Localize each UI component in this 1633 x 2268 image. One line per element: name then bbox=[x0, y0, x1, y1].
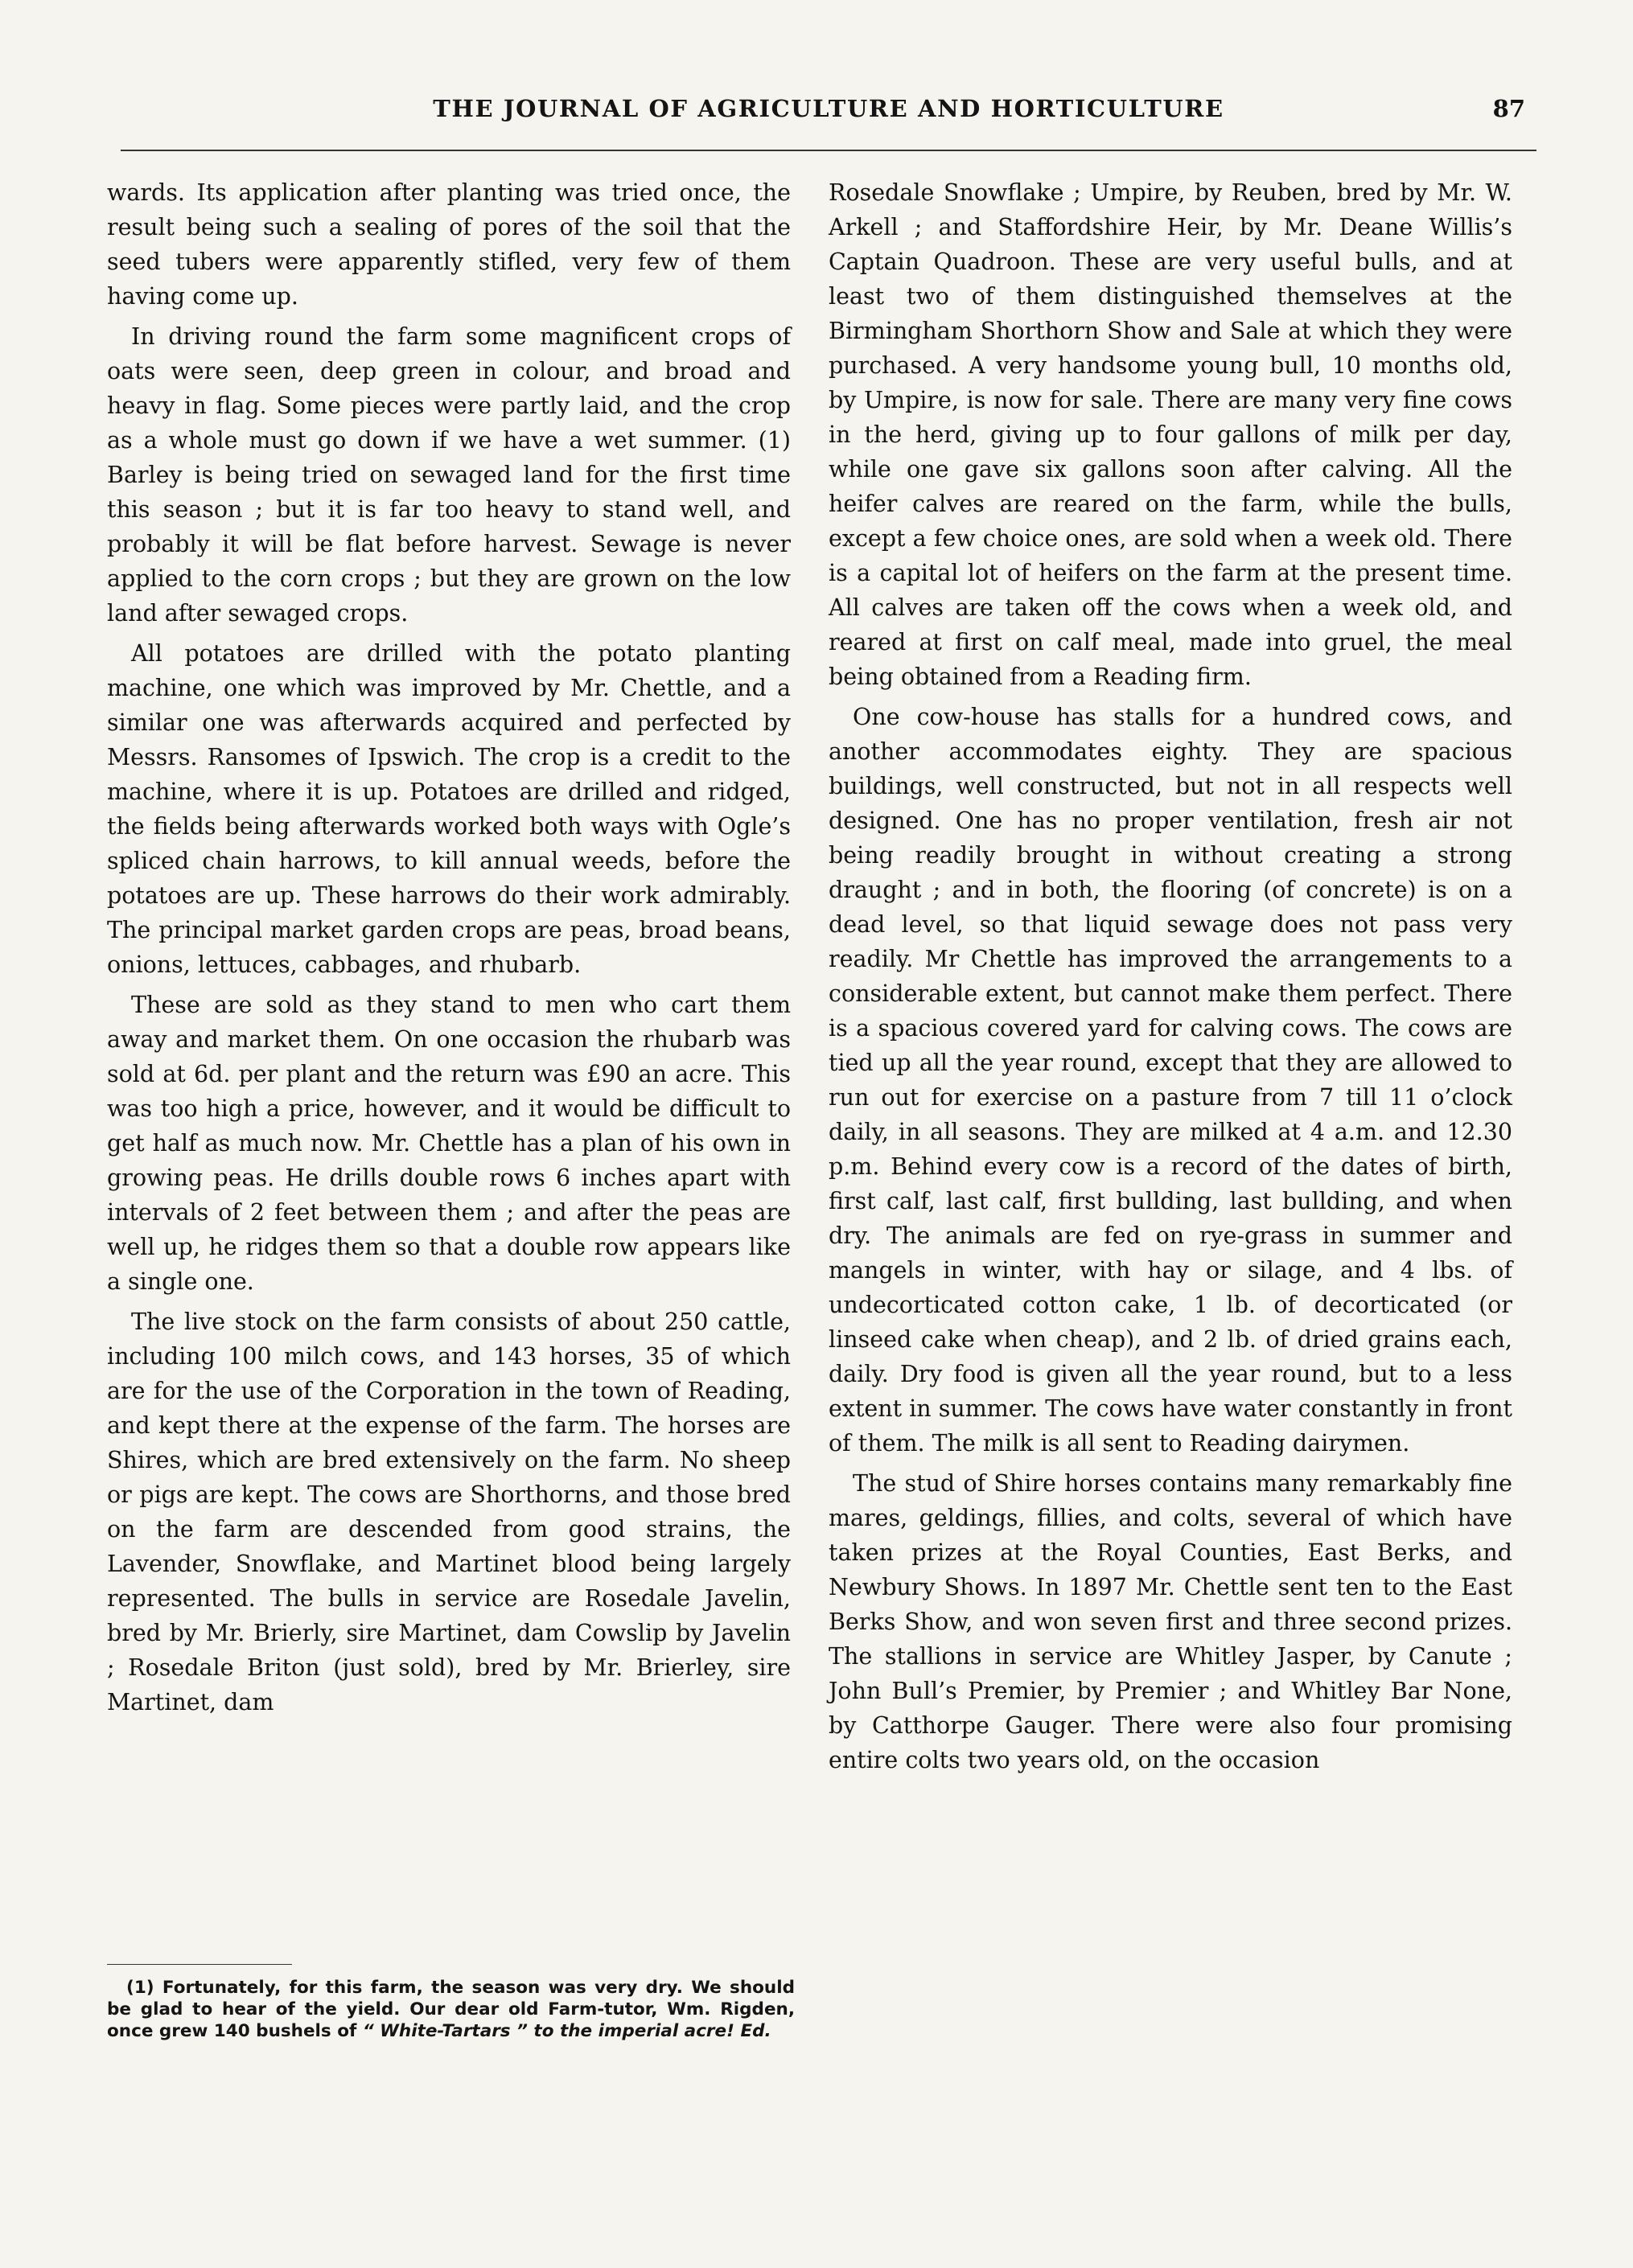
paragraph: In driving round the farm some magnificent crops of oats were seen, deep green in colour, and broad and heavy in flag. Some pieces were partly laid, and the crop as a whole must go down if we have a wet summer. (1) Barley is being tried on sewaged land for the first time this season ; but it is far too heavy to stand well, and probably it will be flat before harvest. Sewage is never applied to the corn crops ; but they are grown on the low land after sewaged crops. bbox=[107, 323, 791, 627]
footnote-text: (1) Fortunately, for this farm, the season was very dry. We should be glad to hear of the yield. Our dear old Farm-tutor, Wm. Rigden, once grew 140 bushels of bbox=[107, 1978, 795, 2041]
paragraph: Rosedale Snowflake ; Umpire, by Reuben, bred by Mr. W. Arkell ; and Staffordshire Heir, by Mr. Deane Willis’s Captain Quadroon. These are very useful bulls, and at least two of them distinguished themselves at the Birmingham Shorthorn Show and Sale at which they were purchased. A very handsome young bull, 10 months old, by Umpire, is now for sale. There are many very fine cows in the herd, giving up to four gallons of milk per day, while one gave six gallons soon after calving. All the heifer calves are reared on the farm, while the bulls, except a few choice ones, are sold when a week old. There is a capital lot of heifers on the farm at the present time. All calves are taken off the cows when a week old, and reared at first on calf meal, made into gruel, the meal being obtained from a Reading firm. bbox=[829, 179, 1512, 690]
paragraph: These are sold as they stand to men who cart them away and market them. On one occasion the rhubarb was sold at 6d. per plant and the return was £90 an acre. This was too high a price, however, and it would be difficult to get half as much now. Mr. Chettle has a plan of his own in growing peas. He drills double rows 6 inches apart with intervals of 2 feet between them ; and after the peas are well up, he ridges them so that a double row appears like a single one. bbox=[107, 992, 791, 1295]
header-rule bbox=[121, 150, 1536, 151]
page-number: 87 bbox=[1492, 95, 1525, 122]
running-header bbox=[121, 95, 1536, 142]
journal-title: THE JOURNAL OF AGRICULTURE AND HORTICULTURE bbox=[433, 95, 1224, 122]
right-column bbox=[829, 175, 1512, 1783]
paragraph: One cow-house has stalls for a hundred cows, and another accommodates eighty. They are spacious buildings, well constructed, but not in all respects well designed. One has no proper ventilation, fresh air not being readily brought in without creating a strong draught ; and in both, the flooring (of concrete) is on a dead level, so that liquid sewage does not pass very readily. Mr Chettle has improved the arrangements to a considerable extent, but cannot make them perfect. There is a spacious covered yard for calving cows. The cows are tied up all the year round, except that they are allowed to run out for exercise on a pasture from 7 till 11 o’clock daily, in all seasons. They are milked at 4 a.m. and 12.30 p.m. Behind every cow is a record of the dates of birth, first calf, last calf, first bullding, last bullding, and when dry. The animals are fed on rye-grass in summer and mangels in winter, with hay or silage, and 4 lbs. of undecorticated cotton cake, 1 lb. of decorticated (or linseed cake when cheap), and 2 lb. of dried grains each, daily. Dry food is given all the year round, but to a less extent in summer. The cows have water constantly in front of them. The milk is all sent to Reading dairymen. bbox=[829, 704, 1512, 1457]
left-column bbox=[107, 175, 791, 1725]
footnote-italic-text: “ White-Tartars ” to the imperial acre! bbox=[362, 2021, 734, 2041]
paragraph: The stud of Shire horses contains many remarkably fine mares, geldings, fillies, and colts, several of which have taken prizes at the Royal Counties, East Berks, and Newbury Shows. In 1897 Mr. Chettle sent ten to the East Berks Show, and won seven first and three second prizes. The stallions in service are Whitley Jasper, by Canute ; John Bull’s Premier, by Premier ; and Whitley Bar None, by Catthorpe Gauger. There were also four promising entire colts two years old, on the occasion bbox=[829, 1470, 1512, 1773]
footnote bbox=[107, 1977, 795, 2042]
paragraph: wards. Its application after planting was tried once, the result being such a sealing of pores of the soil that the seed tubers were apparently stifled, very few of them having come up. bbox=[107, 179, 791, 310]
paragraph: All potatoes are drilled with the potato planting machine, one which was improved by Mr. Chettle, and a similar one was afterwards acquired and perfected by Messrs. Ransomes of Ipswich. The crop is a credit to the machine, where it is up. Potatoes are drilled and ridged, the fields being afterwards worked both ways with Ogle’s spliced chain harrows, to kill annual weeds, before the potatoes are up. These harrows do their work admirably. The principal market garden crops are peas, broad beans, onions, lettuces, cabbages, and rhubarb. bbox=[107, 640, 791, 978]
editor-signature: Ed. bbox=[740, 2021, 771, 2041]
paragraph: The live stock on the farm consists of about 250 cattle, including 100 milch cows, and 143 horses, 35 of which are for the use of the Corporation in the town of Reading, and kept there at the expense of the farm. The horses are Shires, which are bred extensively on the farm. No sheep or pigs are kept. The cows are Shorthorns, and those bred on the farm are descended from good strains, the Lavender, Snowflake, and Martinet blood being largely represented. The bulls in service are Rosedale Javelin, bred by Mr. Brierly, sire Martinet, dam Cowslip by Javelin ; Rosedale Briton (just sold), bred by Mr. Brierley, sire Martinet, dam bbox=[107, 1309, 791, 1715]
footnote-rule bbox=[107, 1964, 292, 1965]
